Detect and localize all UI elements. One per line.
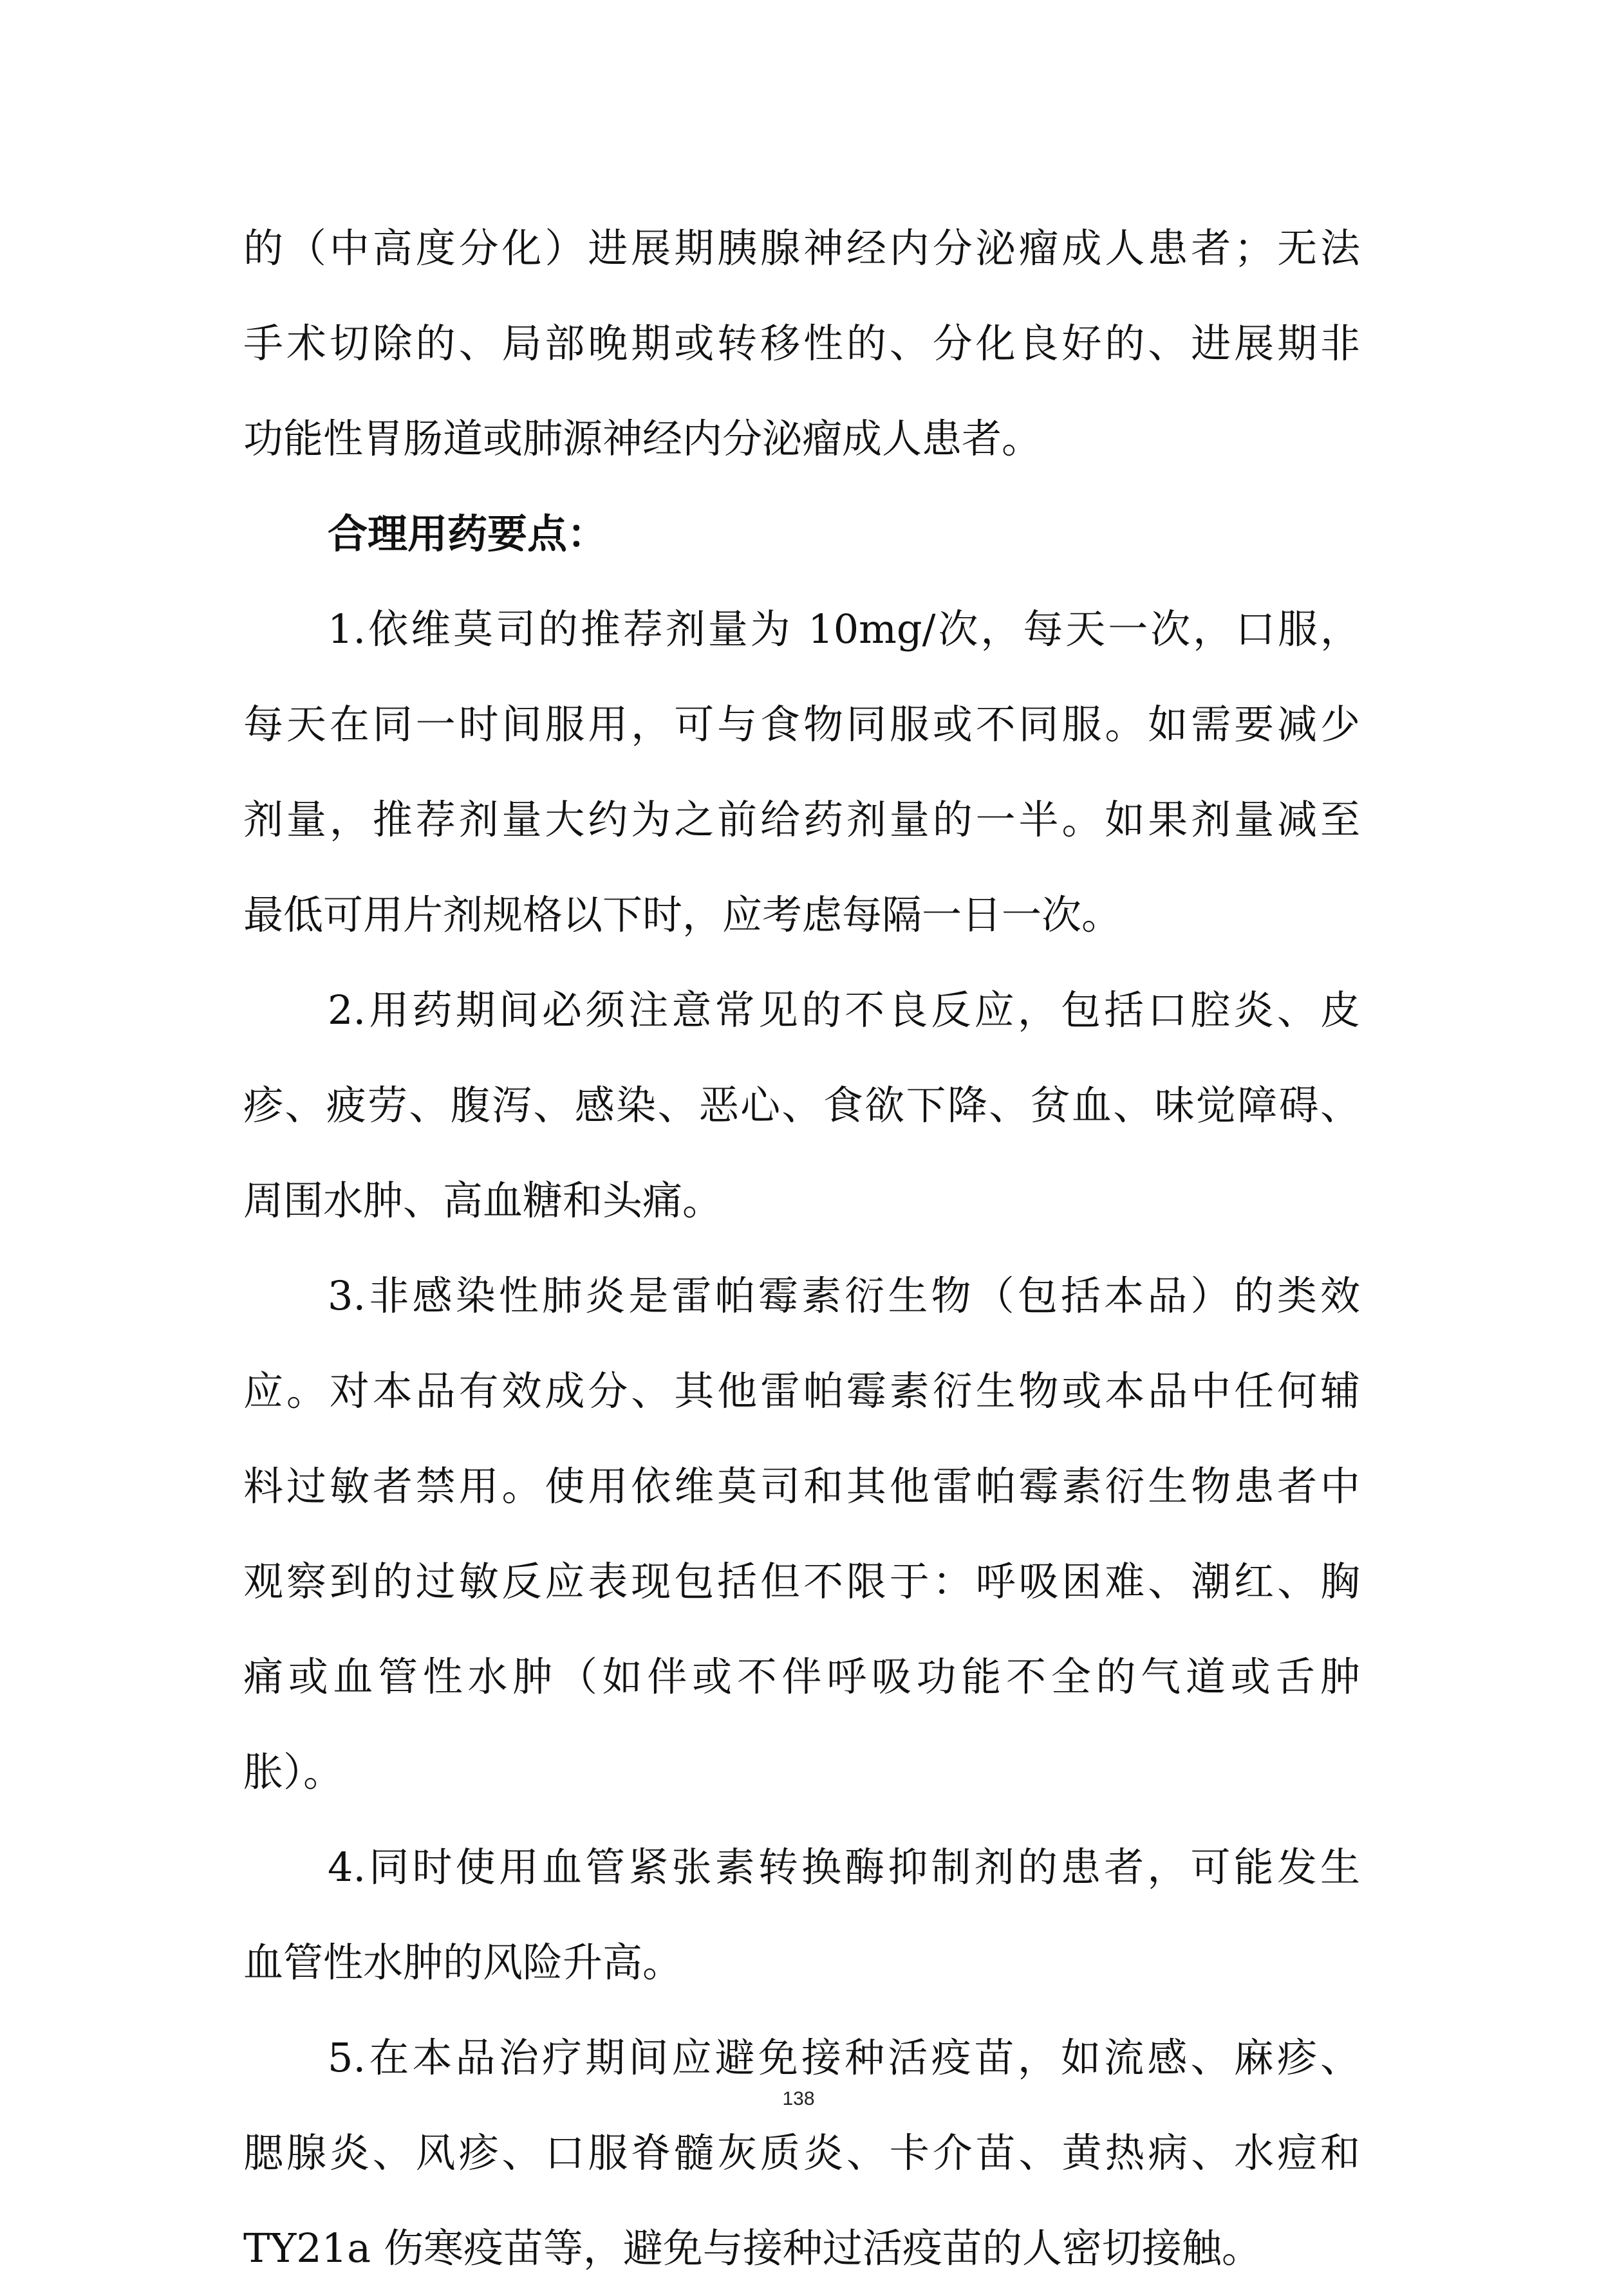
paragraph-line: 5.在本品治疗期间应避免接种活疫苗，如流感、麻疹、 bbox=[328, 2034, 1360, 2081]
paragraph-line: 1.依维莫司的推荐剂量为 10mg/次，每天一次，口服， bbox=[328, 606, 1360, 653]
paragraph-line: 手术切除的、局部晚期或转移性的、分化良好的、进展期非 bbox=[243, 320, 1360, 367]
paragraph-line: 的（中高度分化）进展期胰腺神经内分泌瘤成人患者；无法 bbox=[243, 225, 1360, 272]
paragraph-line: 3.非感染性肺炎是雷帕霉素衍生物（包括本品）的类效 bbox=[328, 1272, 1360, 1319]
paragraph-line: 周围水肿、高血糖和头痛。 bbox=[243, 1177, 723, 1224]
paragraph-line: 料过敏者禁用。使用依维莫司和其他雷帕霉素衍生物患者中 bbox=[243, 1463, 1360, 1510]
paragraph-line: 疹、疲劳、腹泻、感染、恶心、食欲下降、贫血、味觉障碍、 bbox=[243, 1082, 1360, 1129]
paragraph-line: 每天在同一时间服用，可与食物同服或不同服。如需要减少 bbox=[243, 701, 1360, 748]
paragraph-line: 剂量，推荐剂量大约为之前给药剂量的一半。如果剂量减至 bbox=[243, 796, 1360, 843]
paragraph-line: 血管性水肿的风险升高。 bbox=[243, 1939, 683, 1986]
paragraph-line: 功能性胃肠道或肺源神经内分泌瘤成人患者。 bbox=[243, 415, 1042, 462]
section-heading: 合理用药要点： bbox=[328, 510, 608, 557]
document-body bbox=[243, 201, 1360, 2296]
page-number: 138 bbox=[782, 2088, 815, 2109]
paragraph-line: 2.用药期间必须注意常见的不良反应，包括口腔炎、皮 bbox=[328, 986, 1360, 1033]
paragraph-line: 观察到的过敏反应表现包括但不限于：呼吸困难、潮红、胸 bbox=[243, 1558, 1360, 1605]
paragraph-line: 4.同时使用血管紧张素转换酶抑制剂的患者，可能发生 bbox=[328, 1844, 1360, 1891]
paragraph-line: 痛或血管性水肿（如伴或不伴呼吸功能不全的气道或舌肿 bbox=[243, 1653, 1360, 1700]
paragraph-line: TY21a 伤寒疫苗等，避免与接种过活疫苗的人密切接触。 bbox=[243, 2225, 1262, 2272]
paragraph-line: 胀）。 bbox=[243, 1748, 344, 1795]
paragraph-line: 最低可用片剂规格以下时，应考虑每隔一日一次。 bbox=[243, 891, 1122, 938]
paragraph-line: 腮腺炎、风疹、口服脊髓灰质炎、卡介苗、黄热病、水痘和 bbox=[243, 2129, 1360, 2176]
paragraph-line: 应。对本品有效成分、其他雷帕霉素衍生物或本品中任何辅 bbox=[243, 1367, 1360, 1414]
